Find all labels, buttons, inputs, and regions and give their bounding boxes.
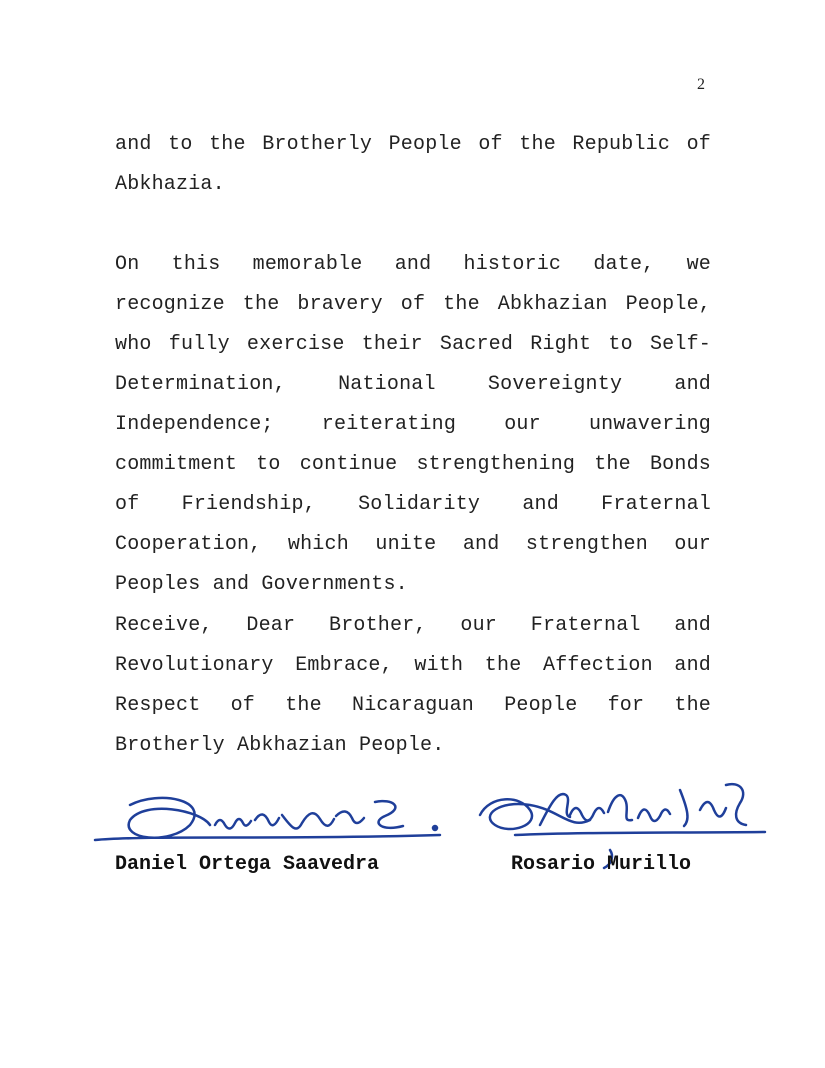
paragraph-embrace: Receive, Dear Brother, our Fraternal and Revolutionary Embrace, with the Affection and Respect of the Nicaraguan People for the Brotherly Abkhazian People. bbox=[115, 614, 711, 757]
paragraph-closing-address: and to the Brotherly People of the Republic of Abkhazia. bbox=[115, 133, 711, 196]
signature-left-icon bbox=[90, 780, 450, 860]
signer-name-left: Daniel Ortega Saavedra bbox=[115, 853, 380, 876]
page-number: 2 bbox=[697, 76, 705, 93]
signer-name-right: Rosario Murillo bbox=[511, 853, 692, 876]
signature-block bbox=[0, 770, 825, 890]
paragraph-recognition: On this memorable and historic date, we recognize the bravery of the Abkhazian People, who fully exercise their Sacred Right to Self-Determination, National Sovereignty and Independence; reiterating our unwavering commitment to continue strengthening the Bonds of Friendship, Solidarity and Fraternal Cooperation, which unite and strengthen our Peoples and Governments. bbox=[115, 253, 711, 596]
